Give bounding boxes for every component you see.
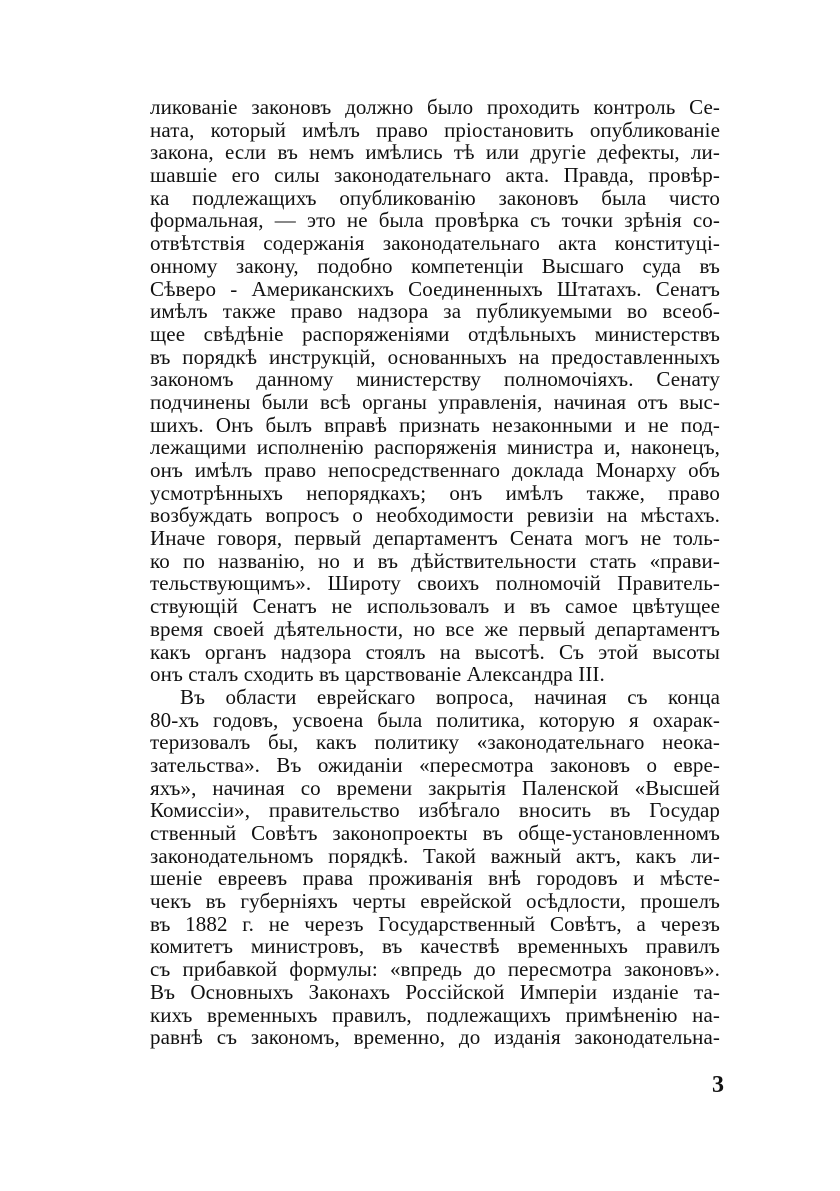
text-line: ка подлежащихъ опубликованію законовъ была чисто	[150, 185, 720, 210]
text-line: онному закону, подобно компетенціи Высшаго суда въ	[150, 253, 720, 278]
page-number: 3	[712, 1072, 724, 1098]
text-line: лежащими исполненію распоряженія министра и, наконецъ,	[150, 435, 720, 460]
text-line: законодательномъ порядкѣ. Такой важный актъ, какъ ли-	[150, 843, 720, 868]
text-line: подчинены были всѣ органы управленія, начиная отъ выс-	[150, 389, 720, 414]
text-line: онъ имѣлъ право непосредственнаго доклада Монарху объ	[150, 458, 720, 482]
text-line: ствующій Сенатъ не использовалъ и въ самое цвѣтущее	[150, 594, 720, 619]
text-line: 80-хъ годовъ, усвоена была политика, которую я охарак-	[150, 707, 720, 732]
text-line: возбуждать вопросъ о необходимости ревизіи на мѣстахъ.	[150, 503, 720, 528]
text-line: щее свѣдѣніе распоряженіями отдѣльныхъ министерствъ	[150, 321, 720, 346]
text-line: шавшіе его силы законодательнаго акта. Правда, провѣр-	[150, 163, 720, 188]
text-line: какъ органъ надзора стоялъ на высотѣ. Съ этой высоты	[150, 639, 720, 664]
text-line: Въ области еврейскаго вопроса, начиная съ конца	[180, 684, 720, 709]
text-line: яхъ», начиная со времени закрытія Паленской «Высшей	[150, 775, 720, 800]
text-line: въ порядкѣ инструкцій, основанныхъ на предоставленныхъ	[150, 344, 720, 369]
text-line: формальная, — это не была провѣрка съ точки зрѣнія со-	[150, 208, 720, 233]
text-line: равнѣ съ закономъ, временно, до изданія законодательна-	[150, 1025, 720, 1050]
text-line: ликованіе законовъ должно было проходить контроль Се-	[150, 95, 720, 119]
paragraph	[150, 686, 720, 1049]
text-line: шеніе евреевъ права проживанія внѣ городовъ и мѣсте-	[150, 866, 720, 891]
text-line: чекъ въ губерніяхъ черты еврейской осѣдлости, прошелъ	[150, 889, 720, 914]
text-line: зательства». Въ ожиданіи «пересмотра законовъ о евре-	[150, 752, 720, 777]
text-line: Въ Основныхъ Законахъ Россійской Имперіи изданіе та-	[150, 979, 720, 1004]
text-line: ственный Совѣтъ законопроекты въ обще-установленномъ	[150, 821, 720, 845]
text-line: закона, если въ немъ имѣлись тѣ или другіе дефекты, ли-	[150, 140, 720, 165]
text-line: Сѣверо - Американскихъ Соединенныхъ Штатахъ. Сенатъ	[150, 276, 720, 301]
text-line: ко по названію, но и въ дѣйствительности стать «прави-	[150, 548, 720, 573]
text-line: усмотрѣнныхъ непорядкахъ; онъ имѣлъ также, право	[150, 480, 720, 505]
text-line: въ 1882 г. не черезъ Государственный Совѣтъ, а черезъ	[150, 911, 720, 936]
text-line: время своей дѣятельности, но все же первый департаментъ	[150, 616, 720, 641]
text-line: комитетъ министровъ, въ качествѣ временныхъ правилъ	[150, 934, 720, 959]
text-line: тельствующимъ». Широту своихъ полномочій Правитель-	[150, 571, 720, 596]
body-text	[150, 96, 720, 1049]
text-line: отвѣтствія содержанія законодательнаго акта конституці-	[150, 231, 720, 256]
text-line: ната, который имѣлъ право пріостановить опубликованіе	[150, 117, 720, 142]
text-line: онъ сталъ сходить въ царствованіе Александра III.	[150, 662, 605, 687]
text-line: Иначе говоря, первый департаментъ Сената могъ не толь-	[150, 526, 720, 551]
text-line: кихъ временныхъ правилъ, подлежащихъ примѣненію на-	[150, 1002, 720, 1027]
text-line: теризовалъ бы, какъ политику «законодательнаго неока-	[150, 730, 720, 755]
text-line: съ прибавкой формулы: «впредь до пересмотра законовъ».	[150, 957, 720, 982]
text-line: закономъ данному министерству полномочіяхъ. Сенату	[150, 367, 720, 392]
paragraph	[150, 96, 720, 686]
text-line: имѣлъ также право надзора за публикуемыми во всеоб-	[150, 299, 720, 324]
text-line: Комиссіи», правительство избѣгало вносить въ Государ	[150, 798, 720, 823]
text-line: шихъ. Онъ былъ вправѣ признать незаконными и не под-	[150, 412, 720, 437]
